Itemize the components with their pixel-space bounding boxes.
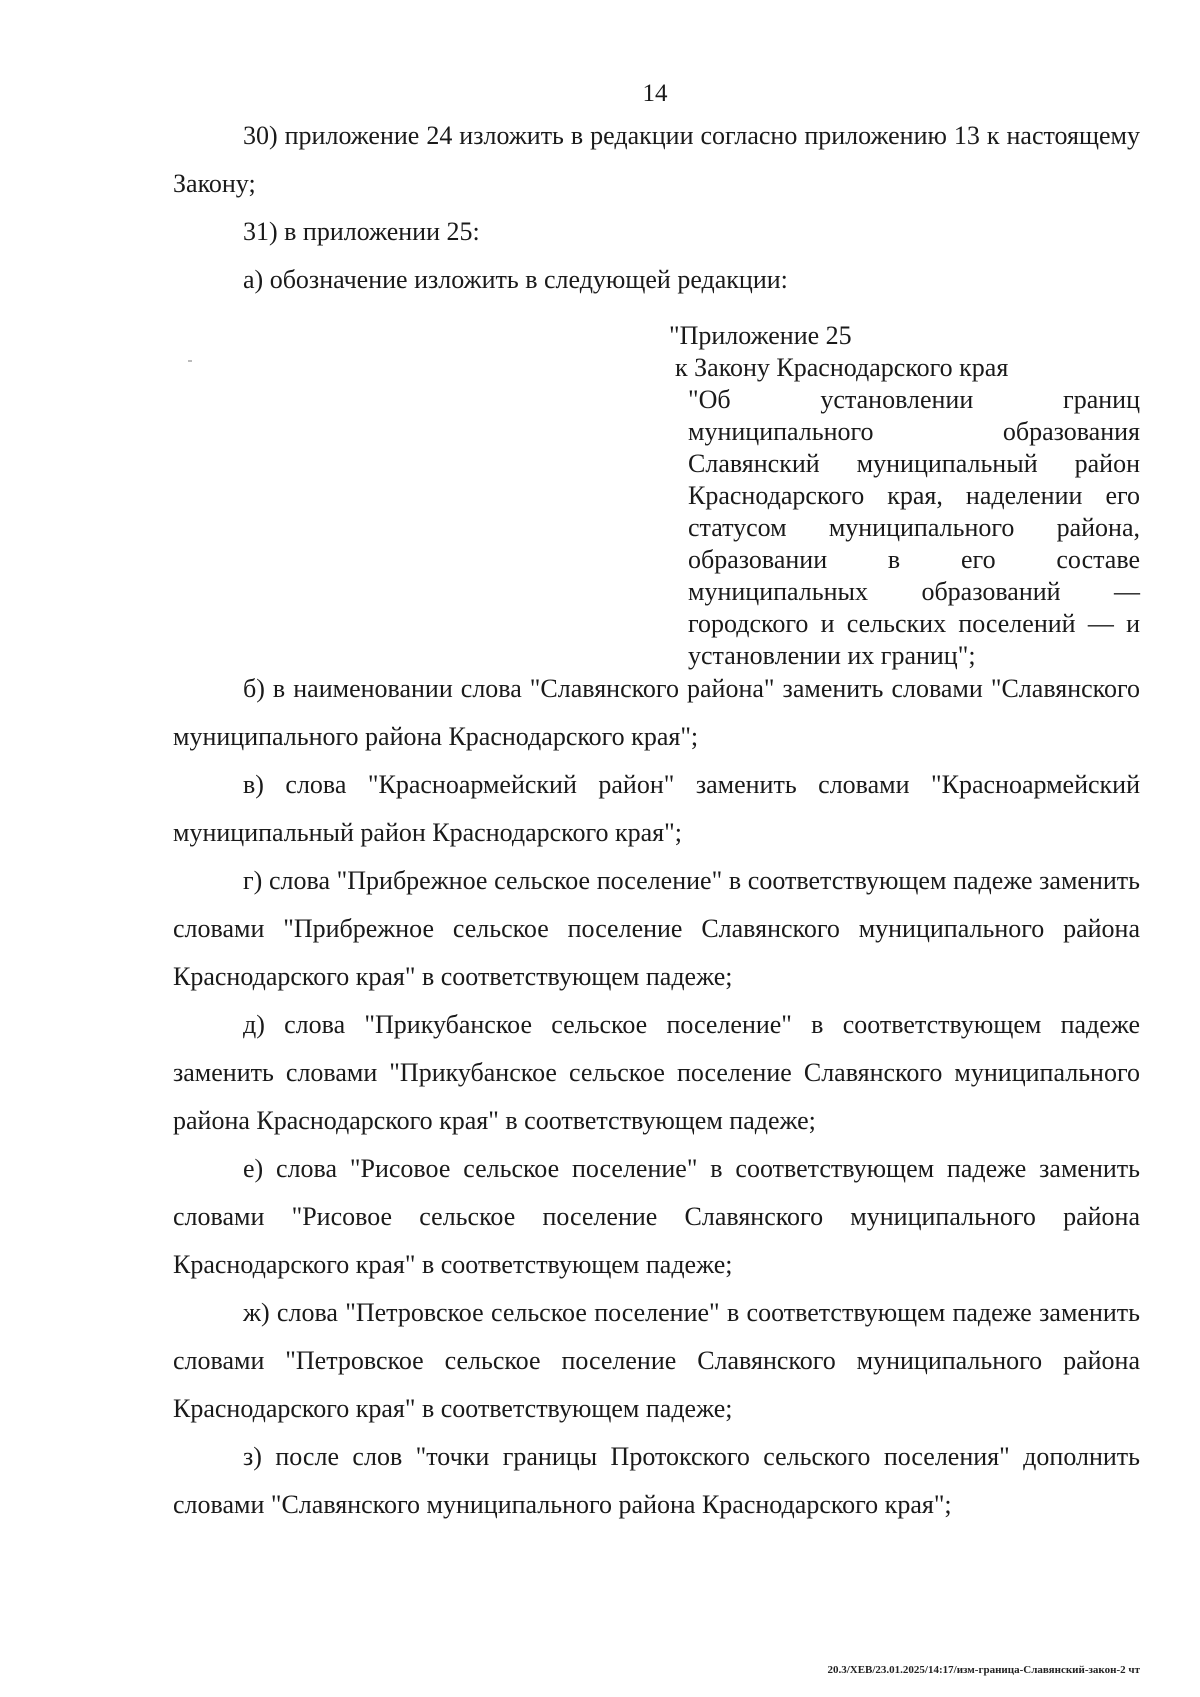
appendix-description: "Об установлении границ муниципального образования Славянский муниципальный район Краснодарского края, наделении его статусом муниципального района, образовании в его составе муниципальных образований — городского и сельских поселений — и установлении их границ";: [688, 385, 1140, 670]
scan-artifact: [188, 360, 192, 362]
appendix-law: к Закону Краснодарского края: [675, 353, 1009, 382]
paragraph-d: д) слова "Прикубанское сельское поселение" в соответствующем падеже заменить словами "Прикубанское сельское поселение Славянского муниципального района Краснодарского края" в соответствующем падеже;: [173, 1010, 1140, 1135]
paragraph-zh: ж) слова "Петровское сельское поселение" в соответствующем падеже заменить словами "Петровское сельское поселение Славянского муниципального района Краснодарского края" в соответствующем падеже;: [173, 1298, 1140, 1423]
paragraph-a: а) обозначение изложить в следующей редакции:: [243, 265, 788, 294]
appendix-designation: [669, 320, 1140, 672]
paragraph-z: з) после слов "точки границы Протокского сельского поселения" дополнить словами "Славянского муниципального района Краснодарского края";: [173, 1442, 1140, 1519]
paragraph-30: 30) приложение 24 изложить в редакции согласно приложению 13 к настоящему Закону;: [173, 121, 1140, 198]
footer-document-code: 20.3/ХЕВ/23.01.2025/14:17/изм-граница-Славянский-закон-2 чт: [827, 1664, 1140, 1676]
paragraph-31: 31) в приложении 25:: [243, 217, 480, 246]
paragraph-e: е) слова "Рисовое сельское поселение" в соответствующем падеже заменить словами "Рисовое сельское поселение Славянского муниципального района Краснодарского края" в соответствующем падеже;: [173, 1154, 1140, 1279]
page-number: 14: [642, 80, 668, 107]
paragraph-g: г) слова "Прибрежное сельское поселение" в соответствующем падеже заменить словами "Прибрежное сельское поселение Славянского муниципального района Краснодарского края" в соответствующем падеже;: [173, 866, 1140, 991]
paragraph-b: б) в наименовании слова "Славянского района" заменить словами "Славянского муниципального района Краснодарского края";: [173, 674, 1140, 751]
appendix-title: "Приложение 25: [669, 321, 852, 350]
paragraph-v: в) слова "Красноармейский район" заменить словами "Красноармейский муниципальный район Краснодарского края";: [173, 770, 1140, 847]
